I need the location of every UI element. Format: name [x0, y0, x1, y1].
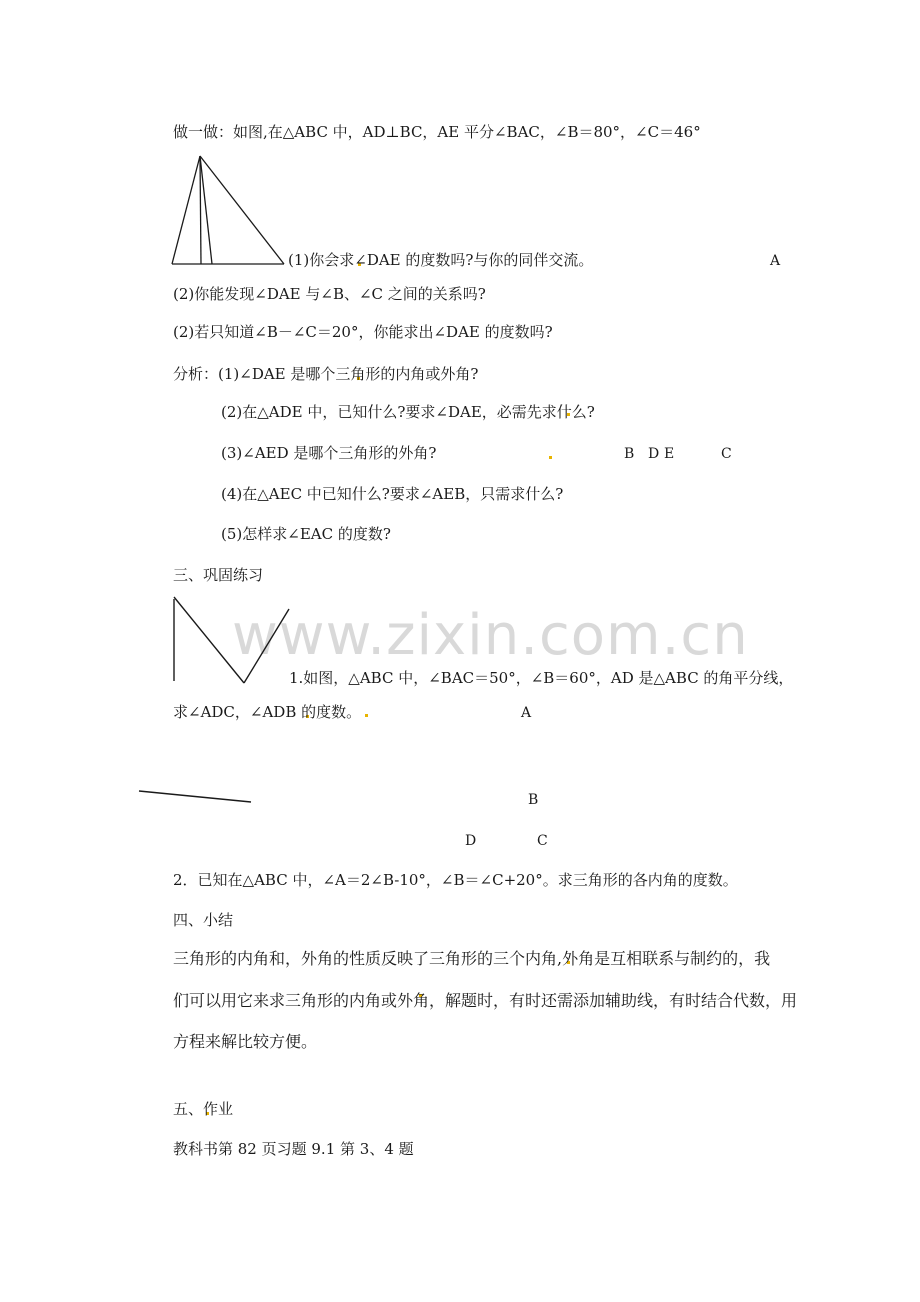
triangle-figure [172, 156, 284, 264]
analysis-4: (4)在△AEC 中已知什么?要求∠AEB，只需求什么? [221, 485, 564, 503]
fig1-side-ab [172, 156, 200, 264]
fig1-label-c: C [721, 446, 732, 462]
fig2-bottom-line [139, 791, 251, 802]
homework-line: 教科书第 82 页习题 9.1 第 3、4 题 [173, 1140, 414, 1158]
watermark: www.zixin.com.cn [232, 603, 749, 668]
fig2-label-c: C [537, 833, 548, 849]
summary-line-2: 们可以用它来求三角形的内角或外角，解题时，有时还需添加辅助线，有时结合代数，用 [173, 991, 798, 1010]
section-4-heading: 四、小结 [173, 911, 234, 929]
fig1-altitude [200, 156, 201, 264]
marker-dot [365, 714, 368, 717]
fig2-right-slant [244, 609, 289, 683]
exercise-1-line-a: 1.如图，△ABC 中，∠BAC＝50°，∠B＝60°，AD 是△ABC 的角平分线， [289, 669, 794, 687]
fig2-label-a: A [521, 705, 532, 721]
fig1-label-d: D [648, 446, 660, 462]
analysis-3: (3)∠AED 是哪个三角形的外角? [221, 444, 437, 462]
summary-line-3: 方程来解比较方便。 [173, 1032, 318, 1051]
analysis-5: (5)怎样求∠EAC 的度数? [221, 525, 391, 543]
intro-line: 做一做：如图,在△ABC 中，AD⊥BC，AE 平分∠BAC，∠B＝80°，∠C＝46° [173, 123, 701, 141]
fig1-side-ac [200, 156, 284, 264]
section-3-heading: 三、巩固练习 [173, 566, 264, 584]
fig2-label-d: D [465, 833, 477, 849]
analysis-line: 分析：(1)∠DAE 是哪个三角形的内角或外角? [173, 365, 479, 383]
fig1-label-b: B [624, 446, 635, 462]
marker-dot [549, 456, 552, 459]
exercise-2: 2．已知在△ABC 中，∠A＝2∠B-10°，∠B＝∠C+20°。求三角形的各内角的度数。 [173, 871, 738, 889]
fig2-label-b: B [528, 792, 539, 808]
fig1-label-a: A [770, 253, 781, 269]
exercise-1-line-b: 求∠ADC，∠ADB 的度数。 [173, 703, 362, 721]
fig2-left-slant [174, 597, 244, 683]
analysis-2: (2)在△ADE 中，已知什么?要求∠DAE，必需先求什么? [221, 403, 595, 421]
fig1-bisector [200, 156, 212, 264]
fig1-label-e: E [664, 446, 675, 462]
question-1: (1)你会求∠DAE 的度数吗?与你的同伴交流。 [288, 251, 594, 269]
question-3: (2)若只知道∠B－∠C＝20°，你能求出∠DAE 的度数吗? [173, 323, 553, 341]
summary-line-1: 三角形的内角和，外角的性质反映了三角形的三个内角,外角是互相联系与制约的，我 [173, 949, 771, 968]
section-5-heading: 五、作业 [173, 1100, 234, 1118]
exercise-figure [139, 597, 289, 802]
question-2: (2)你能发现∠DAE 与∠B、∠C 之间的关系吗? [173, 285, 486, 303]
